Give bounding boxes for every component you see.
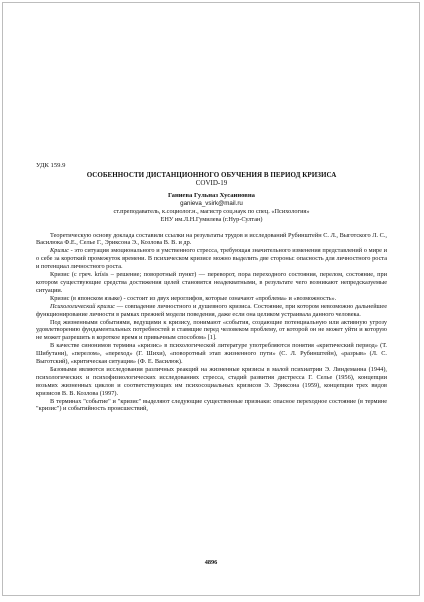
page-number: 4896: [204, 559, 218, 566]
author-name: Ганиева Гульназ Хусаиновна: [168, 191, 255, 199]
paragraph-8: Базовыми являются исследования различных реакций на жизненные кризисы в малой психиатрии Э. Линдеманна (1944), психологических и психофизиологических исследованиях стресса, стадий развития дистресса Г. Селье (1956), концепции возьмих жизненных циклов и соответствующих им психосоциальных кризисов Э. Эриксона (1959), концепции трех видов кризисов В. В. Козлова (1997).: [36, 365, 387, 397]
article-title: ОСОБЕННОСТИ ДИСТАНЦИОННОГО ОБУЧЕНИЯ В ПЕРИОД КРИЗИСА: [86, 170, 337, 179]
author-affiliation: ЕНУ им.Л.Н.Гумилева (г.Нур-Султан): [160, 215, 263, 223]
paragraph-9: В терминах "событие" и "кризис" выделяют следующие существенные признаки: опасное переходное состояние (в термине "кризис") и событийность происшествий,: [36, 397, 387, 413]
paragraph-2: [36, 247, 387, 271]
term-crisis: Кризис: [50, 247, 69, 255]
paragraph-6: Под жизненными событиями, ведущими к кризису, понимают «события, создающие потенциальную или активную угрозу удовлетворению фундаментальных потребностей и ставящие перед человеком проблему, от которой он не может уйти и которую не может разрешить в короткое время и привычным способом» [1].: [36, 318, 387, 342]
article-title-continued: COVID-19: [195, 179, 228, 188]
paragraph-7: В качестве синонимов термина «кризис» в психологической литературе употребляются понятия «критический период» (Т. Шибутани), «перелом», «переход» (Г. Шихи), «поворотный этап жизненного пути» (С. Л. Рубинштейн), «разрыв» (Л. С. Выготский), «критическая ситуация» (Ф. Е. Василюк).: [36, 342, 387, 366]
document-page: [2, 2, 420, 596]
author-block: [36, 192, 387, 224]
udk-code: УДК 159.9: [36, 162, 66, 169]
paragraph-5-text: — совпадение личностного и душевного кризиса. Состояние, при котором невозможно дальнейшее функционирование личности в рамках прежней модели поведения, даже если она целиком устраивала данного человека.: [36, 302, 387, 318]
paragraph-2-text: - это ситуация эмоционального и умственного стресса, требующая значительного изменения представлений о мире и о себе за короткий промежуток времени. В психическом кризисе можно выделить две стороны: опасность для личностного роста и потенциал личностного роста.: [36, 247, 387, 271]
paragraph-3: Кризис (с греч. krísis – решение; поворотный пункт) — переворот, пора переходного состояния, перелом, состояние, при котором существующие средства достижения целей становятся неадекватными, в результате чего возникают непредсказуемые ситуации.: [36, 271, 387, 294]
paragraph-4: Кризис (в японском языке) - состоит из двух иероглифов, которые означают «проблема» и «возможность».: [50, 294, 337, 302]
term-psychological-crisis: Психологический кризис: [50, 302, 115, 310]
paragraph-5: [36, 303, 387, 319]
paragraph-1: Теоретическую основу доклада составили ссылки на результаты трудов и исследований Рубинштейн С. Л., Выготского Л. С., Василюка Ф.Е., Селье Г., Эриксона Э., Козлова В. В. и др.: [36, 231, 387, 247]
author-email[interactable]: ganieva_vsirk@mail.ru: [180, 199, 243, 207]
author-position: ст.преподаватель, к.социолог.н., магистр соц.наук по спец. «Психология»: [113, 207, 310, 215]
article-content: [36, 162, 387, 413]
